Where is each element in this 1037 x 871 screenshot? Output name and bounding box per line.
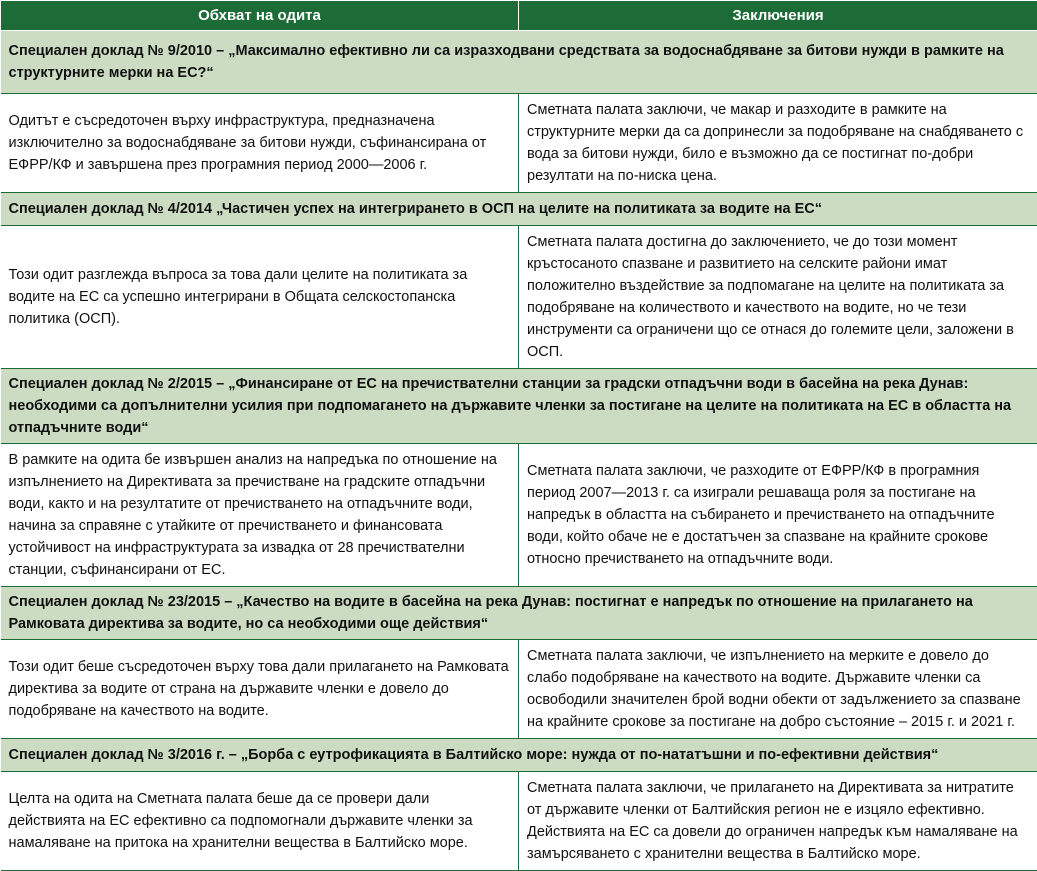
header-conclusions: Заключения	[519, 1, 1037, 31]
audit-scope-cell: Този одит разглежда въпроса за това дали целите на политиката за водите на ЕС са успешно интегрирани в Общата селскостопанска политика (ОСП).	[1, 226, 519, 369]
conclusion-cell: Сметната палата достигна до заключението, че до този момент кръстосаното спазване и развитието на селските райони имат положително въздействие за подпомагане на целите на политиката за подобряване на количеството и качеството на водите, но че тези инструменти са ограничени що се отнася до големите цели, заложени в ОСП.	[519, 226, 1037, 369]
conclusion-cell: Сметната палата заключи, че макар и разходите в рамките на структурните мерки да са допринесли за подобряване на снабдяването с вода за битови нужди, било е възможно да се постигнат по-добри резултати на по-ниска цена.	[519, 94, 1037, 193]
conclusion-cell: Сметната палата заключи, че разходите от ЕФРР/КФ в програмния период 2007—2013 г. са изиграли решаваща роля за постигане на напредък в областта на събирането и пречистването на отпадъчните води, който обаче не е достатъчен за спазване на крайните срокове относно пречистването на отпадъчните води.	[519, 444, 1037, 587]
report-body-row	[1, 444, 1037, 587]
report-title-row	[1, 369, 1037, 444]
report-title: Специален доклад № 3/2016 г. – „Борба с еутрофикацията в Балтийско море: нужда от по-нататъшни и по-ефективни действия“	[1, 739, 1037, 772]
report-title-row	[1, 193, 1037, 226]
report-title-row	[1, 587, 1037, 640]
audit-scope-cell: Този одит беше съсредоточен върху това дали прилагането на Рамковата директива за водите от страна на държавите членки е довело до подобряване на качеството на водите.	[1, 640, 519, 739]
report-title: Специален доклад № 2/2015 – „Финансиране от ЕС на пречиствателни станции за градски отпадъчни води в басейна на река Дунав: необходими са допълнителни усилия при подпомагането на държавите членки за постигане на целите на политиката на ЕС в областта на отпадъчните води“	[1, 369, 1037, 444]
audit-scope-cell: В рамките на одита бе извършен анализ на напредъка по отношение на изпълнението на Директивата за пречистване на градските отпадъчни води, както и на резултатите от пречистването на отпадъчните води, начина за справяне с утайките от пречистването и финансовата устойчивост на инфраструктурата за извадка от 28 пречиствателни станции, съфинансирани от ЕС.	[1, 444, 519, 587]
report-title: Специален доклад № 9/2010 – „Максимално ефективно ли са изразходвани средствата за водоснабдяване за битови нужди в рамките на структурните мерки на ЕС?“	[1, 31, 1037, 94]
header-scope: Обхват на одита	[1, 1, 519, 31]
audit-scope-cell: Одитът е съсредоточен върху инфраструктура, предназначена изключително за водоснабдяване за битови нужди, съфинансирана от ЕФРР/КФ и завършена през програмния период 2000—2006 г.	[1, 94, 519, 193]
report-title-row	[1, 31, 1037, 94]
report-title: Специален доклад № 4/2014 „Частичен успех на интегрирането в ОСП на целите на политиката за водите на ЕС“	[1, 193, 1037, 226]
conclusion-cell: Сметната палата заключи, че прилагането на Директивата за нитратите от държавите членки от Балтийския регион не е изцяло ефективно. Действията на ЕС са довели до ограничен напредък към намаляване на замърсяването с хранителни вещества в Балтийско море.	[519, 772, 1037, 871]
report-title: Специален доклад № 23/2015 – „Качество на водите в басейна на река Дунав: постигнат е напредък по отношение на прилагането на Рамковата директива за водите, но са необходими още действия“	[1, 587, 1037, 640]
report-title-row	[1, 739, 1037, 772]
table-header-row	[1, 1, 1037, 31]
conclusion-cell: Сметната палата заключи, че изпълнението на мерките е довело до слабо подобряване на качеството на водите. Държавите членки са освободили значителен брой водни обекти от задължението за спазване на крайните срокове за постигане на добро състояние – 2015 г. и 2021 г.	[519, 640, 1037, 739]
report-body-row	[1, 640, 1037, 739]
report-body-row	[1, 94, 1037, 193]
report-body-row	[1, 226, 1037, 369]
report-body-row	[1, 772, 1037, 871]
audit-scope-cell: Целта на одита на Сметната палата беше да се провери дали действията на ЕС ефективно са подпомогнали държавите членки за намаляване на притока на хранителни вещества в Балтийско море.	[1, 772, 519, 871]
